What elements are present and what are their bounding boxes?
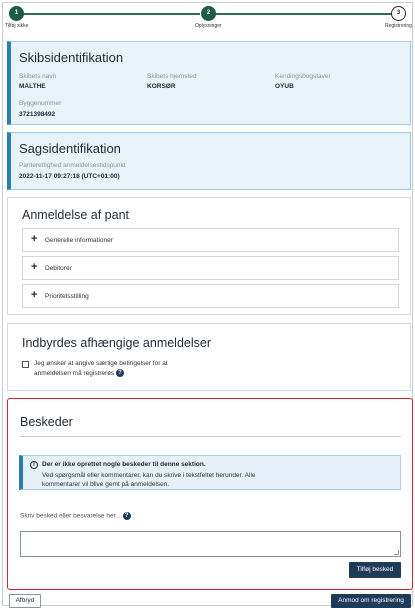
ship-identification-panel	[7, 41, 411, 125]
request-registration-button[interactable]: Anmod om registrering	[331, 594, 411, 608]
progress-stepper	[3, 3, 414, 39]
build-number-value: 3721398492	[19, 111, 56, 118]
step-3-label: Registrering	[385, 23, 412, 29]
special-conditions-label	[34, 359, 168, 379]
stepper-line	[16, 13, 200, 15]
build-number-label: Byggenummer	[19, 100, 62, 107]
step-1-label: Tilføj sikke	[5, 23, 29, 29]
priority-time-value: 2022-11-17 09:27:18 (UTC+01:00)	[19, 173, 120, 180]
messages-title: Beskeder	[20, 415, 73, 429]
special-conditions-checkbox[interactable]	[22, 361, 29, 368]
pledge-title: Anmeldelse af pant	[22, 208, 130, 222]
alert-title: Der er ikke oprettet nogle beskeder til denne sektion.	[42, 461, 206, 468]
accordion-priority[interactable]	[22, 284, 399, 308]
checkbox-text-line1: Jeg ønsker at angive særlige betingelser for at	[34, 360, 168, 367]
alert-body	[42, 471, 397, 489]
no-messages-alert	[19, 455, 401, 490]
plus-icon: +	[31, 233, 38, 245]
step-1-indicator[interactable]: 1	[9, 6, 24, 21]
accordion-general-info[interactable]	[22, 228, 399, 252]
step-2-label: Oplysninger	[195, 23, 222, 29]
accordion-label: Debitorer	[45, 265, 72, 272]
plus-icon: +	[31, 261, 38, 273]
cancel-button[interactable]: Afbryd	[9, 594, 41, 608]
case-identification-title: Sagsidentifikation	[19, 141, 121, 156]
ship-name-value: MALTHE	[19, 83, 46, 90]
help-icon[interactable]: ?	[123, 512, 131, 520]
page-frame	[2, 2, 413, 606]
messages-divider	[20, 436, 401, 437]
accordion-label: Prioritetsstilling	[45, 293, 89, 300]
case-identification-panel	[7, 132, 411, 190]
checkbox-text-line2-content: anmeldelsen må registreres	[34, 370, 115, 377]
pledge-card	[7, 197, 411, 315]
message-input-label-text: Skriv besked eller besvarelse her...	[20, 512, 121, 520]
ship-name-label: Skibets navn	[19, 73, 57, 80]
ship-identification-title: Skibsidentifikation	[19, 50, 124, 65]
callsign-label: Kendingsbogstaver	[275, 73, 331, 80]
resize-handle-icon[interactable]	[394, 550, 399, 555]
dependent-registrations-title: Indbyrdes afhængige anmeldelser	[22, 336, 212, 350]
message-textarea[interactable]	[20, 531, 401, 557]
info-icon: i	[30, 461, 38, 469]
add-message-button[interactable]: Tilføj besked	[349, 562, 401, 578]
alert-body-line1: Ved spørgsmål eller kommentarer, kan du skrive i tekstfeltet herunder. Alle	[42, 472, 256, 479]
accordion-debtors[interactable]	[22, 256, 399, 280]
accordion-label: Generelle informationer	[45, 237, 113, 244]
step-3-indicator: 3	[391, 6, 406, 21]
home-port-label: Skibets hjemsted	[147, 73, 197, 80]
priority-time-label: Panterettighed anmeldelsestidspunkt	[19, 162, 126, 169]
plus-icon: +	[31, 289, 38, 301]
dependent-registrations-card	[7, 323, 411, 391]
alert-body-line2: kommentarer vil blive gemt på anmeldelsen.	[42, 481, 170, 488]
home-port-value: KORSØR	[147, 83, 176, 90]
step-2-indicator[interactable]: 2	[201, 6, 216, 21]
help-icon[interactable]: ?	[116, 369, 124, 377]
stepper-line	[214, 13, 397, 15]
callsign-value: OYUB	[275, 83, 294, 90]
checkbox-text-line2	[34, 369, 168, 379]
message-input-label	[20, 512, 131, 520]
